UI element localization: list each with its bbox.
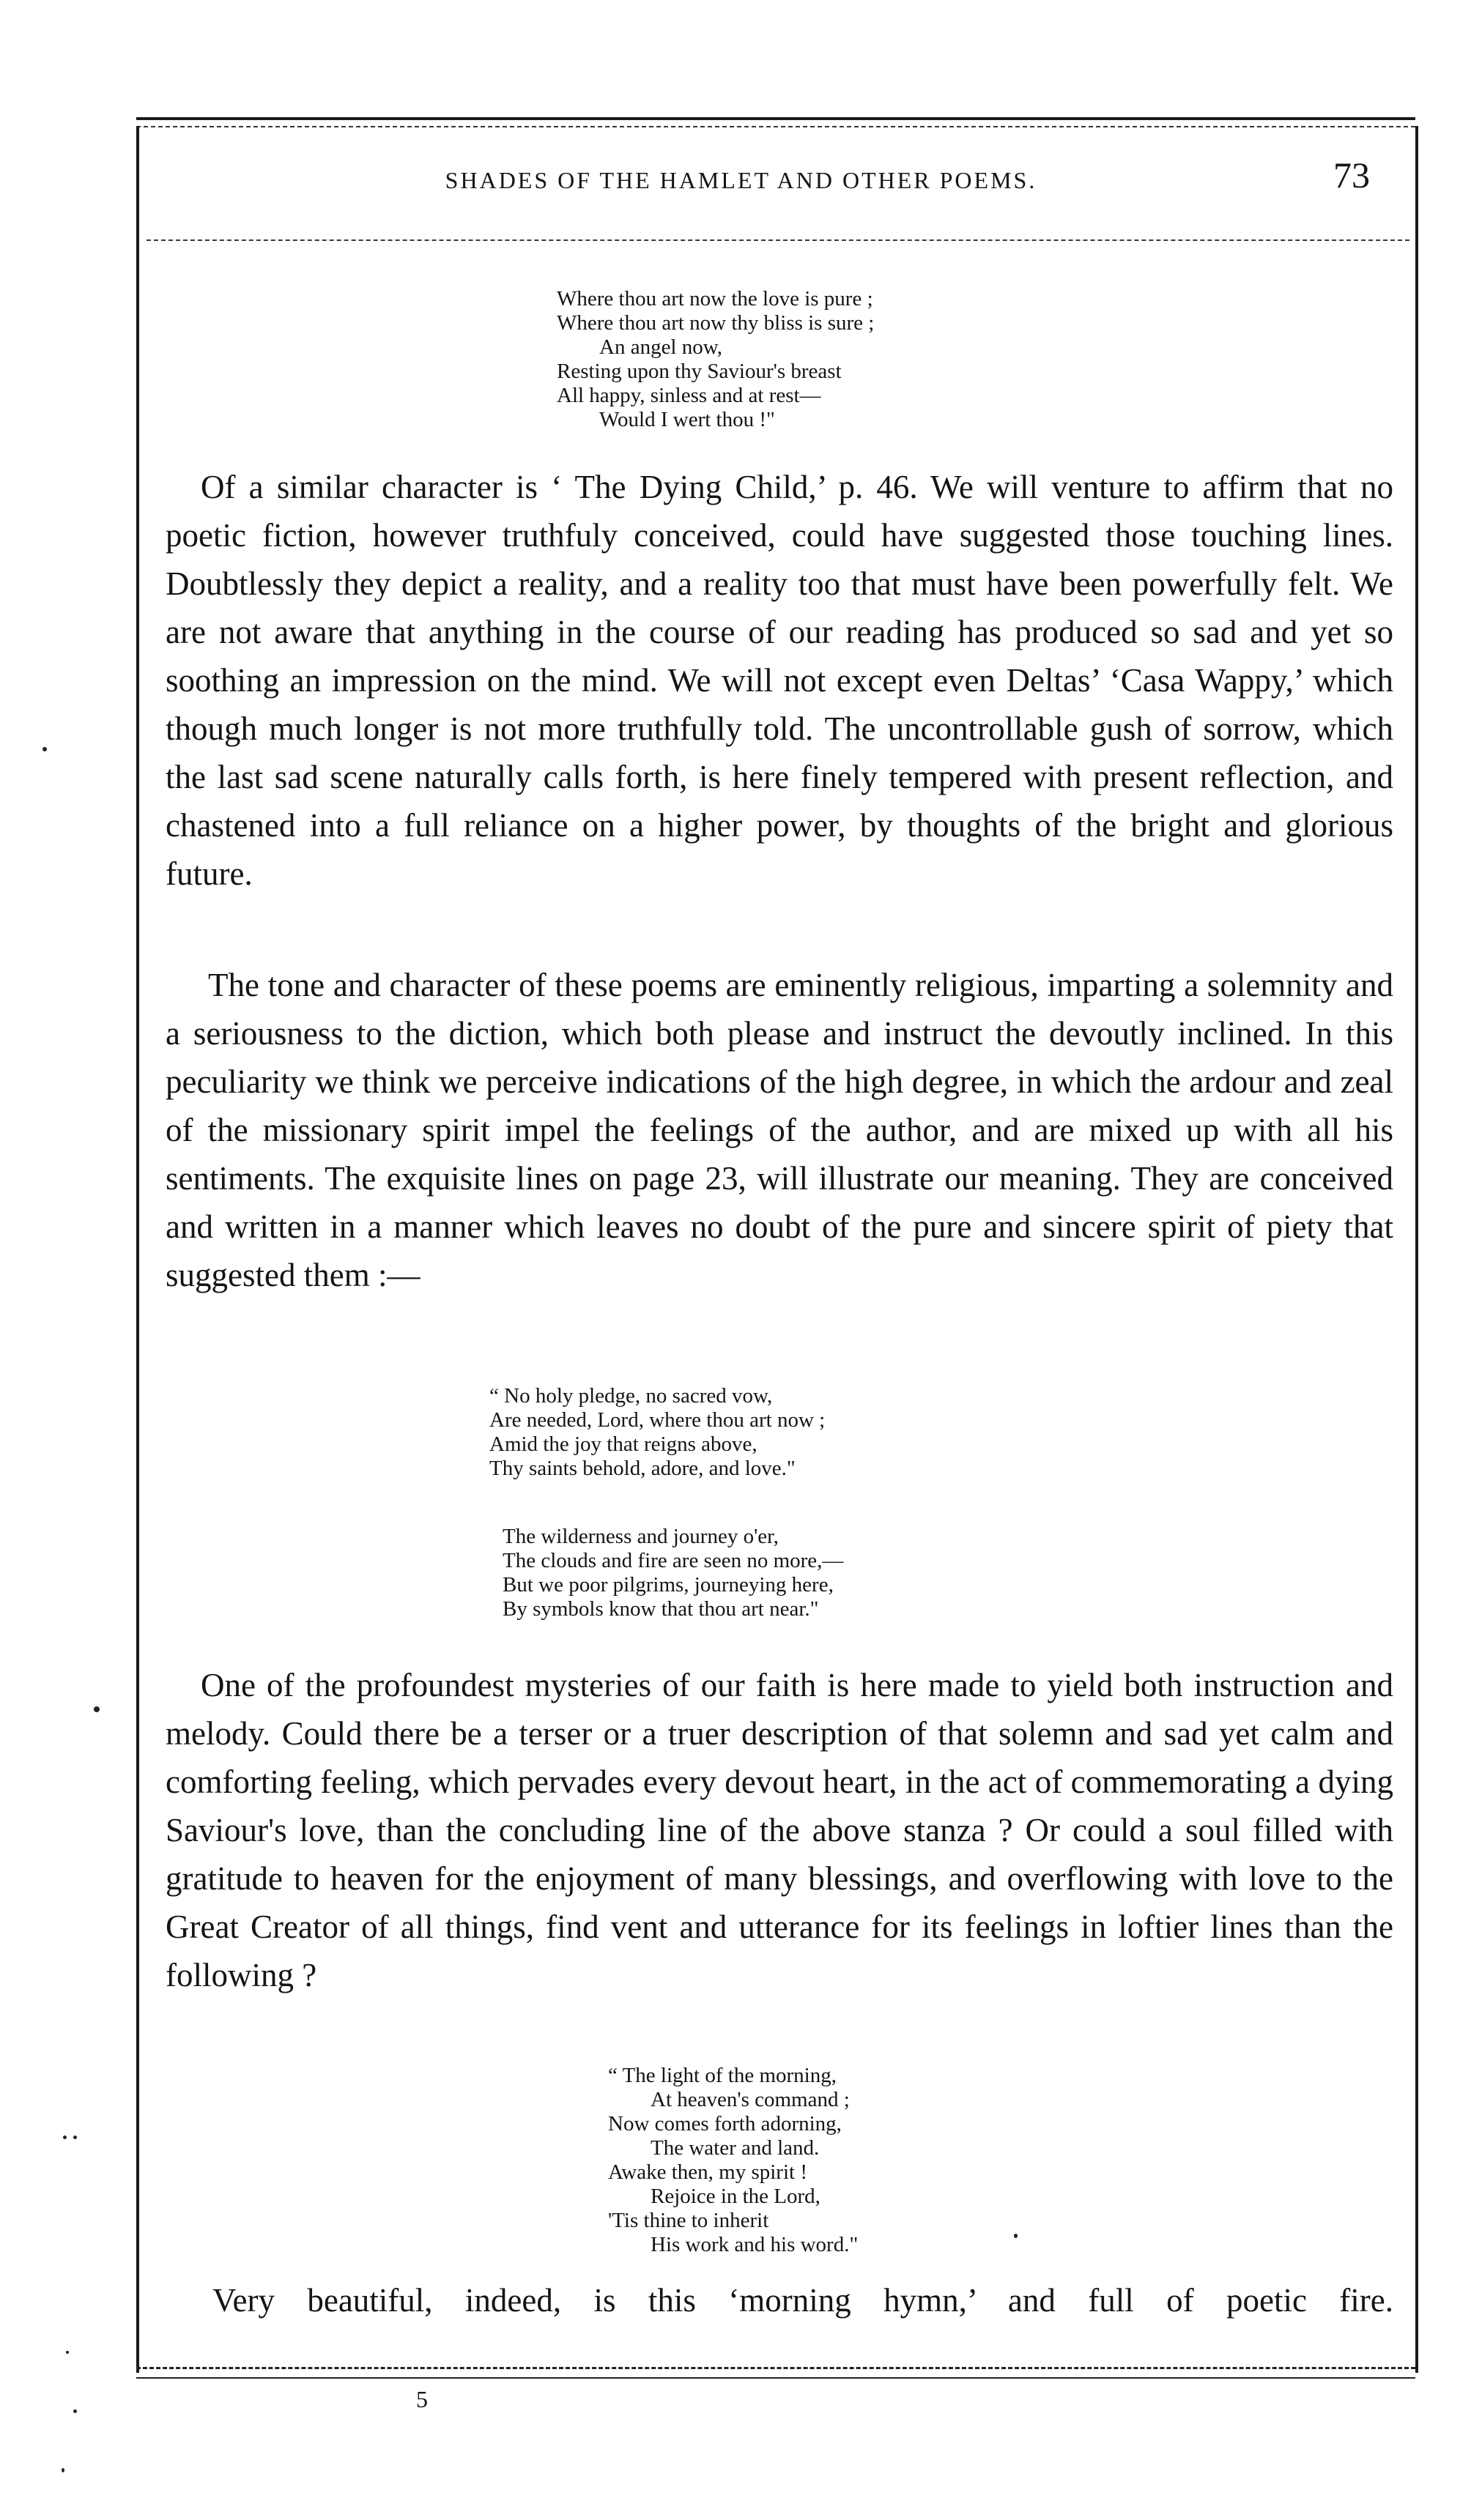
verse-quote-morning-hymn: [608, 2064, 858, 2257]
verse-line: The clouds and fire are seen no more,—: [503, 1549, 844, 1572]
verse-line: Where thou art now thy bliss is sure ;: [557, 311, 875, 335]
verse-line: 'Tis thine to inherit: [608, 2209, 769, 2232]
margin-speck: [42, 747, 47, 751]
verse-line: His work and his word.": [651, 2233, 859, 2256]
bottom-border-rule-inner: [136, 2377, 1415, 2379]
verse-line: Rejoice in the Lord,: [651, 2185, 820, 2208]
verse-quote-dying-child: [557, 287, 874, 432]
verse-line: Where thou art now the love is pure ;: [557, 287, 873, 311]
verse-quote-wilderness: [503, 1525, 843, 1621]
margin-speck: [62, 2468, 64, 2472]
bottom-border-rule: [136, 2367, 1415, 2369]
verse-line: But we poor pilgrims, journeying here,: [503, 1573, 834, 1597]
signature-mark: 5: [416, 2386, 428, 2412]
verse-line: Now comes forth adorning,: [608, 2112, 842, 2136]
paragraph-profoundest-mysteries: One of the profoundest mysteries of our faith is here made to yield both instruction and melody. Could there be a terser or a truer description of that solemn and sad yet calm and comforting feeling, which pervades every devout heart, in the act of commemorating a dying Saviour's love, than the concluding line of the above stanza ? Or could a soul filled with gratitude to heaven for the enjoyment of many blessings, and overflowing with love to the Great Creator of all things, find vent and utterance for its feelings in loftier lines than the following ?: [166, 1667, 1393, 1993]
margin-speck: [63, 2136, 67, 2139]
verse-line: “ No holy pledge, no sacred vow,: [489, 1384, 773, 1408]
verse-line: Amid the joy that reigns above,: [489, 1432, 757, 1456]
margin-speck: [94, 1706, 100, 1712]
verse-line: All happy, sinless and at rest—: [557, 384, 821, 407]
margin-speck: [73, 2409, 77, 2413]
verse-line: The water and land.: [651, 2136, 820, 2160]
paragraph-religious-tone: The tone and character of these poems are eminently religious, imparting a solemnity and a seriousness to the diction, which both please and instruct the devoutly inclined. In this peculiarity we think we perceive indications of the high degree, in which the ardour and zeal of the missionary spirit impel the feelings of the author, and are mixed up with all his sentiments. The exquisite lines on page 23, will illustrate our meaning. They are conceived and written in a manner which leaves no doubt of the pure and sincere spirit of piety that suggested them :—: [166, 967, 1393, 1293]
verse-line: Awake then, my spirit !: [608, 2160, 807, 2184]
page-number: 73: [1333, 155, 1370, 196]
paragraph-dying-child: Of a similar character is ‘ The Dying Child,’ p. 46. We will venture to affirm that no poetic fiction, however truthfuly conceived, could have suggested those touching lines. Doubtlessly they depict a reality, and a reality too that must have been powerfully felt. We are not aware that anything in the course of our reading has produced so sad and yet so soothing an impression on the mind. We will not except even Deltas’ ‘Casa Wappy,’ which though much longer is not more truthfully told. The uncontrollable gush of sorrow, which the last sad scene naturally calls forth, is here finely tempered with present reflection, and chastened into a full reliance on a higher power, by thoughts of the bright and glorious future.: [166, 469, 1393, 892]
verse-line: At heaven's command ;: [651, 2088, 850, 2111]
header-rule: [147, 239, 1409, 241]
top-border-rule: [136, 117, 1415, 120]
verse-line: Resting upon thy Saviour's breast: [557, 360, 842, 383]
verse-quote-holy-pledge: [489, 1384, 825, 1481]
running-title: SHADES OF THE HAMLET AND OTHER POEMS.: [445, 167, 1037, 193]
margin-speck: [1014, 2234, 1018, 2238]
verse-line: Would I wert thou !": [599, 408, 775, 431]
paragraph-morning-hymn: Very beautiful, indeed, is this ‘morning hymn,’ and full of poetic fire.: [212, 2282, 1393, 2319]
margin-speck: [66, 2351, 69, 2354]
verse-line: Thy saints behold, adore, and love.": [489, 1457, 796, 1480]
verse-line: An angel now,: [599, 335, 723, 359]
verse-line: By symbols know that thou art near.": [503, 1597, 819, 1621]
verse-line: The wilderness and journey o'er,: [503, 1525, 779, 1548]
verse-line: Are needed, Lord, where thou art now ;: [489, 1408, 826, 1432]
verse-line: “ The light of the morning,: [608, 2064, 837, 2087]
margin-speck: [73, 2136, 77, 2139]
